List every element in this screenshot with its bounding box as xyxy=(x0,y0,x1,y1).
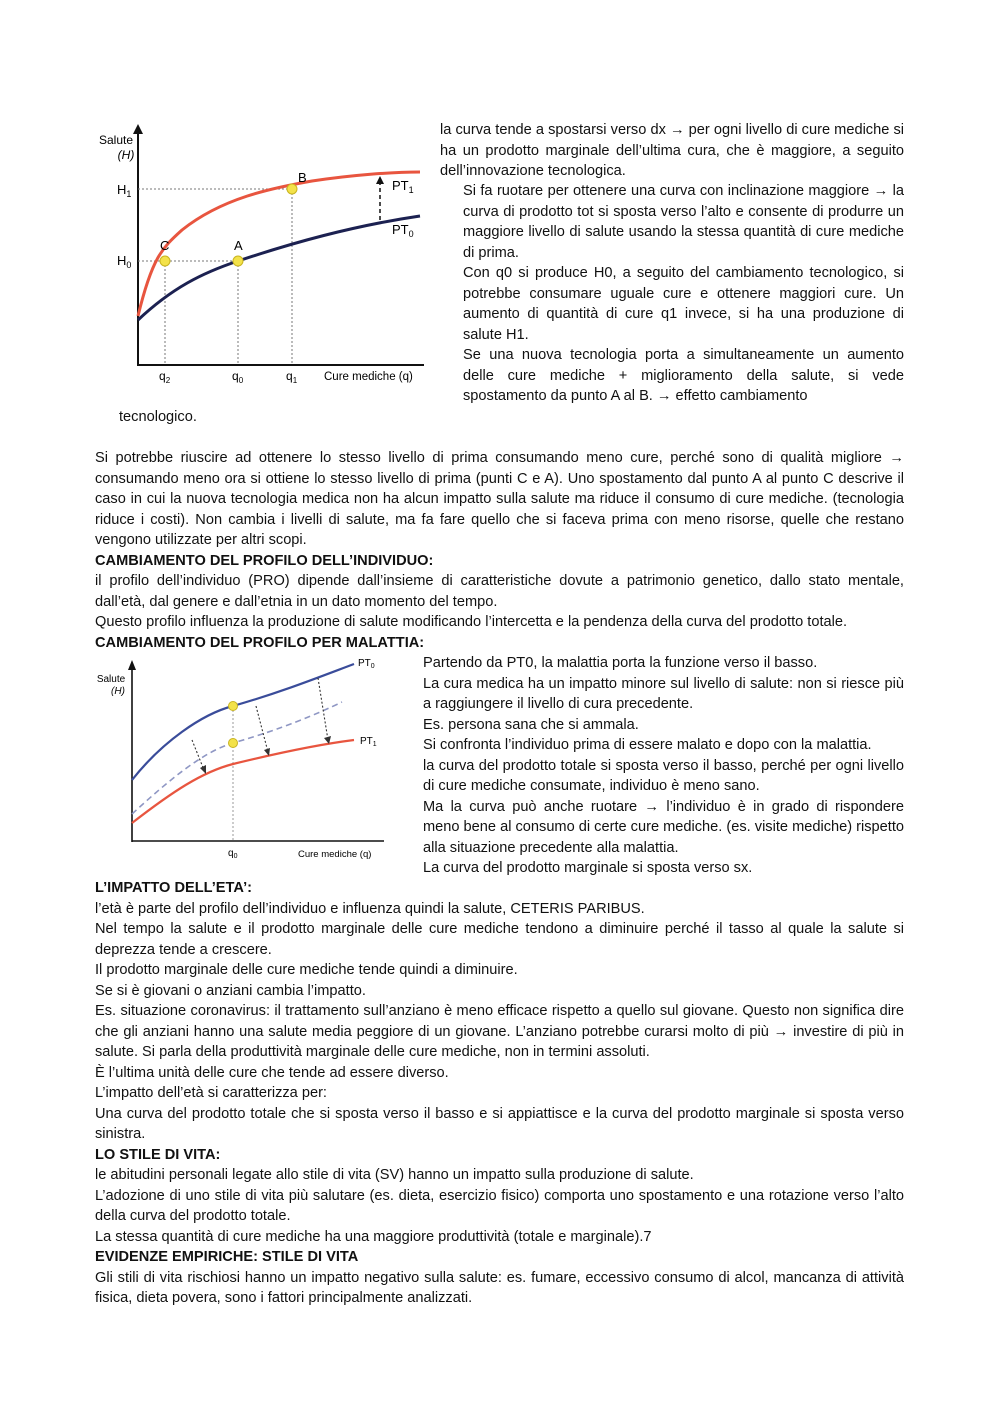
paragraph: La curva del prodotto marginale si sposta verso sx. xyxy=(423,860,753,876)
paragraph: Ma la curva può anche ruotare → l’individuo è in grado di rispondere meno bene al consumo di certe cure mediche. (es. visite mediche) rispetto alla situazione precedente alla malattia. xyxy=(423,798,905,856)
x-tick-q2: $q_2$ xyxy=(159,369,171,385)
curve-pt1-label: $PT_1$ xyxy=(392,178,414,195)
paragraph: Si potrebbe riuscire ad ottenere lo stesso livello di prima consumando meno cure, perché sono di qualità migliore → consumando meno ora si ottiene lo stesso livello di prima (punti C e A). Uno spostamento dal punto A al punto C descrive il caso in cui la nuova tecnologia medica non ha alcun impatto sulla salute ma riduce il consumo di cure mediche. (tecnologia riduce i costi). Non cambia i livelli di salute, ma fa fare quello che si faceva prima con meno risorse, quelle che restano vengono utilizzate per altri scopi. xyxy=(95,450,904,548)
point-a-label: A xyxy=(234,238,243,253)
paragraph: L’impatto dell’età si caratterizza per: xyxy=(95,1085,327,1101)
paragraph: Con q0 si produce H0, a seguito del cambiamento tecnologico, si potrebbe consumare uguale cure e ottenere maggiori cure. Un aumento di quantità di cure q1 invece, si ha una produzione di salute H1. xyxy=(463,265,904,343)
section-heading: L’IMPATTO DELL’ETA’: xyxy=(95,880,253,896)
paragraph: Es. persona sana che si ammala. xyxy=(423,716,639,733)
paragraph: Es. situazione coronavirus: il trattamento sull’anziano è meno efficace rispetto a quello sul giovane. Questo non significa dire che gli anziani hanno una salute media peggiore di un giovane. L’anziano potrebbe curarsi molto di più → investire di più in salute. Si parla della produttività marginale delle cure mediche, non in termini assoluti. xyxy=(95,1003,904,1060)
paragraph: La stessa quantità di cure mediche ha una maggiore produttività (totale e marginale).7 xyxy=(95,1228,652,1245)
x-tick-q0: $q_0$ xyxy=(228,848,238,860)
curve-pt1 xyxy=(138,172,420,316)
x-tick-q0: $q_0$ xyxy=(232,369,244,385)
paragraph: Nel tempo la salute e il prodotto marginale delle cure mediche tendono a diminuire perché il tasso al quale la salute si deprezza tende a crescere. xyxy=(95,921,904,958)
text-block-technology-indented xyxy=(463,181,904,407)
paragraph: Una curva del prodotto totale che si sposta verso il basso e si appiattisce e la curva del prodotto marginale si sposta verso sinistra. xyxy=(95,1105,904,1142)
text-block-technology xyxy=(440,120,904,182)
paragraph: la curva tende a spostarsi verso dx → per ogni livello di cure mediche si ha un prodotto marginale dell’ultima cura, che è maggiore, a seguito dell’innovazione tecnologica. xyxy=(440,122,904,179)
point-c xyxy=(160,256,170,266)
curve-pt0-label: $PT_0$ xyxy=(392,222,414,239)
point-b-label: B xyxy=(298,170,307,185)
paragraph: la curva del prodotto totale si sposta verso il basso, perché per ogni livello di cure mediche consumate, individuo è meno sano. xyxy=(423,757,904,794)
x-axis-label: Cure mediche (q) xyxy=(324,371,413,383)
paragraph: Se si è giovani o anziani cambia l’impatto. xyxy=(95,982,366,999)
point-middle xyxy=(229,739,238,748)
paragraph: Partendo da PT0, la malattia porta la funzione verso il basso. xyxy=(423,655,818,671)
guide-lines xyxy=(138,189,292,365)
paragraph: Si confronta l’individuo prima di essere malato e dopo con la malattia. xyxy=(423,737,872,753)
section-heading: CAMBIAMENTO DEL PROFILO PER MALATTIA: xyxy=(95,634,425,651)
curve-pt1 xyxy=(132,740,354,823)
point-a xyxy=(233,256,243,266)
paragraph: Questo profilo influenza la produzione di salute modificando l’intercetta e la pendenza della curva del prodotto totale. xyxy=(95,614,848,630)
paragraph: l’età è parte del profilo dell’individuo e influenza quindi la salute, CETERIS PARIBUS. xyxy=(95,900,645,917)
y-axis-arrow xyxy=(128,660,136,670)
paragraph: L’adozione di uno stile di vita più salutare (es. dieta, esercizio fisico) comporta uno spostamento e una rotazione verso l’alto della curva del prodotto totale. xyxy=(95,1187,904,1224)
paragraph: È l’ultima unità delle cure che tende ad essere diverso. xyxy=(95,1064,449,1081)
y-tick-h0: $H_0$ xyxy=(117,253,132,270)
curve-dashed xyxy=(132,702,342,814)
text-block-illness xyxy=(423,653,904,879)
section-heading: LO STILE DI VITA: xyxy=(95,1146,221,1163)
point-b xyxy=(287,184,297,194)
y-axis-unit: (H) xyxy=(111,686,125,697)
y-axis-label: Salute xyxy=(96,674,126,685)
paragraph: le abitudini personali legate allo stile di vita (SV) hanno un impatto sulla produzione di salute. xyxy=(95,1167,694,1183)
paragraph: Gli stili di vita rischiosi hanno un impatto negativo sulla salute: es. fumare, eccessivo consumo di alcol, mancanza di attività fisica, dieta povera, sono i fattori principalmente analizzati. xyxy=(95,1269,904,1306)
x-tick-q1: $q_1$ xyxy=(286,369,298,385)
section-heading: CAMBIAMENTO DEL PROFILO DELL’INDIVIDUO: xyxy=(95,552,434,569)
paragraph: Se una nuova tecnologia porta a simultaneamente un aumento delle cure mediche + miglioramento della salute, si vede spostamento da punto A al B. → effetto cambiamento xyxy=(463,347,904,404)
curve-pt0-label: $PT_0$ xyxy=(358,658,375,670)
paragraph: Si fa ruotare per ottenere una curva con inclinazione maggiore → la curva di prodotto tot si sposta verso l’alto e consente di produrre un maggiore livello di salute usando la stessa quantità di cure mediche di prima. xyxy=(463,183,904,261)
section-heading: EVIDENZE EMPIRICHE: STILE DI VITA xyxy=(95,1249,359,1265)
y-axis-label: Salute xyxy=(98,133,134,147)
y-tick-h1: $H_1$ xyxy=(117,182,132,199)
figure-illness-shift xyxy=(92,652,392,868)
point-c-label: C xyxy=(160,238,170,253)
figure-technology-shift xyxy=(92,118,428,398)
shift-arrows xyxy=(192,678,328,770)
x-axis-label: Cure mediche (q) xyxy=(298,849,372,860)
text-block-age-lifestyle xyxy=(95,878,904,1309)
y-axis-arrow xyxy=(133,124,143,134)
text-block-profile xyxy=(95,448,904,653)
paragraph: Il prodotto marginale delle cure mediche tende quindi a diminuire. xyxy=(95,962,518,978)
point-upper xyxy=(229,702,238,711)
paragraph: il profilo dell’individuo (PRO) dipende dall’insieme di caratteristiche dovute a patrimonio genetico, dallo stato mentale, dall’età, dal genere e dall’etnia in un dato momento del tempo. xyxy=(95,573,904,610)
curve-pt1-label: $PT_1$ xyxy=(360,736,377,748)
paragraph-tail: tecnologico. xyxy=(119,409,197,425)
paragraph: La cura medica ha un impatto minore sul livello di salute: non si riesce più a raggiungere il livello di cura precedente. xyxy=(423,675,904,712)
y-axis-unit: (H) xyxy=(117,148,135,162)
shift-arrow-head xyxy=(376,176,384,184)
